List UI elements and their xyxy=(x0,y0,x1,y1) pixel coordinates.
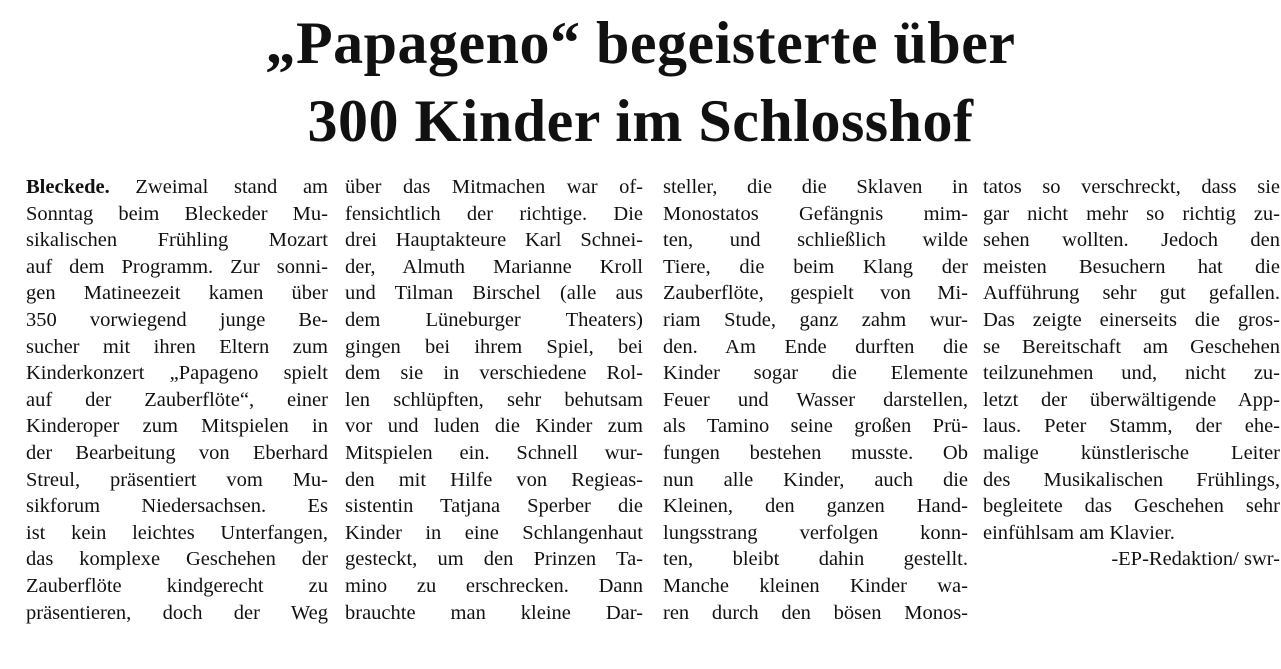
article-line: Aufführung sehr gut gefallen. xyxy=(983,282,1280,305)
article-column-4 xyxy=(983,174,1280,573)
article-line: des Musikalischen Frühlings, xyxy=(983,468,1280,491)
article-line: ist kein leichtes Unterfangen, xyxy=(26,521,328,544)
author-signature: -EP-Redaktion/ swr- xyxy=(1111,548,1280,571)
article-line: gingen bei ihrem Spiel, bei xyxy=(345,335,643,358)
article-line xyxy=(26,174,328,201)
article-line: meisten Besuchern hat die xyxy=(983,255,1280,278)
article-line: letzt der überwältigende App- xyxy=(983,388,1280,411)
article-line: Kinder sogar die Elemente xyxy=(663,362,968,385)
article-line: se Bereitschaft am Geschehen xyxy=(983,335,1280,358)
article-line: den. Am Ende durften die xyxy=(663,335,968,358)
article-column-2 xyxy=(345,174,643,626)
article-line: sikalischen Frühling Mozart xyxy=(26,229,328,252)
article-line: lungsstrang verfolgen konn- xyxy=(663,521,968,544)
article-line: als Tamino seine großen Prü- xyxy=(663,415,968,438)
article-line: das komplexe Geschehen der xyxy=(26,548,328,571)
article-line: ten, und schließlich wilde xyxy=(663,229,968,252)
article-line: Feuer und Wasser darstellen, xyxy=(663,388,968,411)
article-line: len schlüpften, sehr behutsam xyxy=(345,388,643,411)
article-line: sistentin Tatjana Sperber die xyxy=(345,495,643,518)
article-column-3 xyxy=(663,174,968,626)
article-line: einfühlsam am Klavier. xyxy=(983,521,1175,544)
article-line: auf der Zauberflöte“, einer xyxy=(26,388,328,411)
article-line: gen Matineezeit kamen über xyxy=(26,282,328,305)
article-line: Zauberflöte kindgerecht zu xyxy=(26,574,328,597)
article-line: Kinder in eine Schlangenhaut xyxy=(345,521,643,544)
article-line: dem sie in verschiedene Rol- xyxy=(345,362,643,385)
article-line: auf dem Programm. Zur sonni- xyxy=(26,255,328,278)
article-line: fungen bestehen musste. Ob xyxy=(663,441,968,464)
article-line: sikforum Niedersachsen. Es xyxy=(26,495,328,518)
article-line: Manche kleinen Kinder wa- xyxy=(663,574,968,597)
article-line: sucher mit ihren Eltern zum xyxy=(26,335,328,358)
article-line: Kinderoper zum Mitspielen in xyxy=(26,415,328,438)
article-line: Monostatos Gefängnis mim- xyxy=(663,202,968,225)
article-line: nun alle Kinder, auch die xyxy=(663,468,968,491)
article-column-1 xyxy=(26,174,328,626)
headline-line-2: 300 Kinder im Schlosshof xyxy=(307,88,974,154)
article-line: sehen wollten. Jedoch den xyxy=(983,229,1280,252)
article-line: und Tilman Birschel (alle aus xyxy=(345,282,643,305)
article-line: der, Almuth Marianne Kroll xyxy=(345,255,643,278)
article-line: 350 vorwiegend junge Be- xyxy=(26,308,328,331)
article-line: brauchte man kleine Dar- xyxy=(345,601,643,624)
article-line: ten, bleibt dahin gestellt. xyxy=(663,548,968,571)
article-line: dem Lüneburger Theaters) xyxy=(345,308,643,331)
article-line: Das zeigte einerseits die gros- xyxy=(983,308,1280,331)
article-line: präsentieren, doch der Weg xyxy=(26,601,328,624)
article-line: laus. Peter Stamm, der ehe- xyxy=(983,415,1280,438)
article-line: Zauberflöte, gespielt von Mi- xyxy=(663,282,968,305)
article-line: über das Mitmachen war of- xyxy=(345,176,643,198)
article-line: steller, die die Sklaven in xyxy=(663,176,968,198)
article-line: fensichtlich der richtige. Die xyxy=(345,202,643,225)
article-line: Mitspielen ein. Schnell wur- xyxy=(345,441,643,464)
headline-line-1: „Papageno“ begeisterte über xyxy=(265,10,1016,76)
article-line: malige künstlerische Leiter xyxy=(983,441,1280,464)
article-line: riam Stude, ganz zahm wur- xyxy=(663,308,968,331)
article-line: teilzunehmen und, nicht zu- xyxy=(983,362,1280,385)
article-line: vor und luden die Kinder zum xyxy=(345,415,643,438)
article-line: begleitete das Geschehen sehr xyxy=(983,495,1280,518)
article-line: mino zu erschrecken. Dann xyxy=(345,574,643,597)
headline xyxy=(0,4,1281,160)
article-line: Streul, präsentiert vom Mu- xyxy=(26,468,328,491)
article-line: der Bearbeitung von Eberhard xyxy=(26,441,328,464)
article-line: tatos so verschreckt, dass sie xyxy=(983,176,1280,198)
article-line: ren durch den bösen Monos- xyxy=(663,601,968,624)
dateline: Bleckede. xyxy=(26,176,110,198)
article-line-text: Zweimal stand am xyxy=(109,176,328,198)
article-line: drei Hauptakteure Karl Schnei- xyxy=(345,229,643,252)
article-line: Kleinen, den ganzen Hand- xyxy=(663,495,968,518)
article-line: gesteckt, um den Prinzen Ta- xyxy=(345,548,643,571)
article-line: Kinderkonzert „Papageno spielt xyxy=(26,362,328,385)
article-line: gar nicht mehr so richtig zu- xyxy=(983,202,1280,225)
article-line: Tiere, die beim Klang der xyxy=(663,255,968,278)
article-line: den mit Hilfe von Regieas- xyxy=(345,468,643,491)
article-line: Sonntag beim Bleckeder Mu- xyxy=(26,202,328,225)
